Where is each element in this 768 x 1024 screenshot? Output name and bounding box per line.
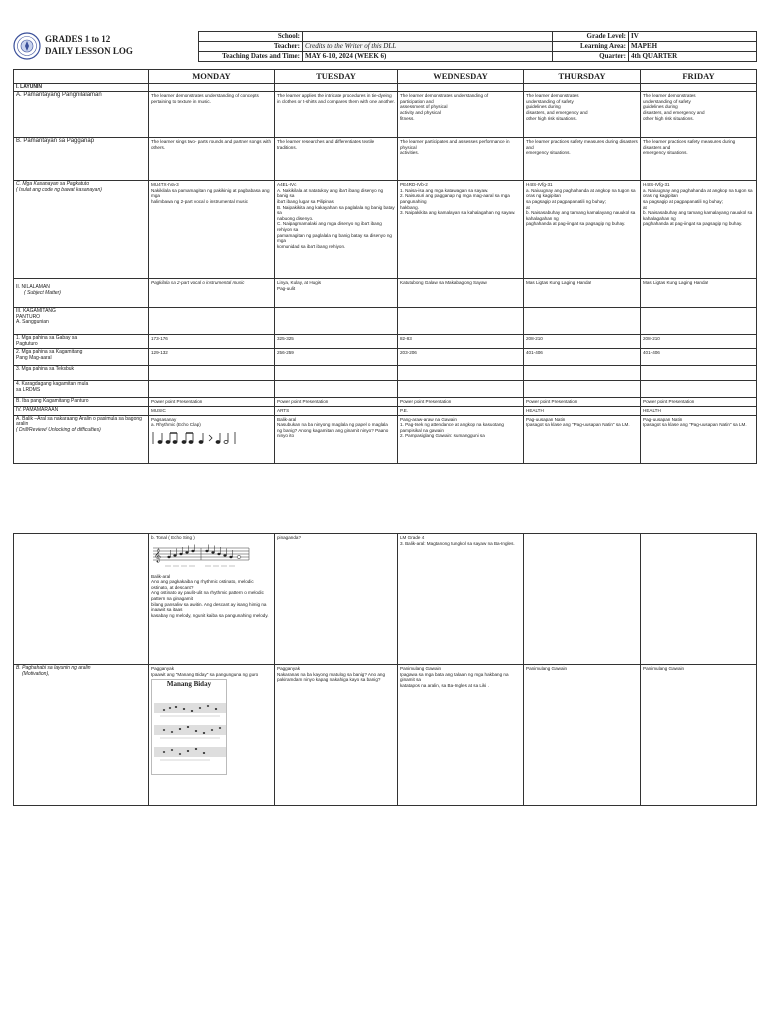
pagganap-thu: The learner practices safety measures during disasters and emergency situations. — [524, 138, 641, 181]
day-monday: MONDAY — [149, 70, 275, 84]
song-title: Manang Biday — [166, 680, 212, 689]
kasanayan-tue: A4EL-IVc A. Nakikilala at natatukoy ang iba't ibang disenyo ng banig sa iba't ibang lugar sa Pilipinas B. Naipakikita ang kakayahan sa paglalala ng banig batay sa nabuong disenyo. C. Naipagmamalaki ang mga disenyo ng iba't ibang rehiyon sa pamamagitan ng paglalala ng banig batay sa disenyo ng mga komunidad sa iba't ibang rehiyon. — [275, 181, 398, 279]
karagdagang-row — [14, 381, 757, 398]
kasanayan-wed: PE4RD-IVb-2 1. Naisa-isa ang mga katawagan sa sayaw. 2. Naisusuri ang pagganap ng mga mag-aaral sa mga pangunahing hakbang. 3. Naipakikita ang kamalayan sa kahalagahan ng sayaw. — [398, 181, 524, 279]
paghahabi-mon: Pagganyak Ipaawit ang "Manang Biday" sa pangunguna ng guro — [151, 666, 259, 677]
pamamaraan-tue: ARTS — [275, 407, 398, 416]
gabay-label: 1. Mga pahina sa Gabay sa Pagtuturo — [14, 335, 149, 349]
kasanayan-thu: H4IS-IVfg-31 a. Naiuugnay ang paghahanda at angkop na tugon sa oras ng kagipitan sa pagsagip at pagpapanatili ng buhay; at b. Naisasabuhay ang tamang kamalayang nauukol sa kahalagahan ng paghahanda at pag-iingat sa pagsagip ng buhay. — [524, 181, 641, 279]
pamamaraan-wed: P.E. — [398, 407, 524, 416]
lesson-table-continued — [13, 533, 757, 806]
tonal-label: b. Tonal ( Echo Sing ) — [151, 535, 195, 540]
pamantayang-row — [14, 92, 757, 138]
kagamitang-label: III. KAGAMITANG PANTURO — [16, 308, 56, 320]
balik-row — [14, 415, 757, 463]
kasanayan-label: C. Mga Kasanayan sa Pagkatuto — [16, 181, 90, 188]
sheet-music-icon — [154, 690, 226, 770]
karagdagang-label: 4. Karagdagang kagamitan mula sa LRDMS — [14, 381, 149, 398]
nilalaman-mon: Pagkilala sa 2-part vocal o instrumental music — [149, 279, 275, 308]
paghahabi-wed: Panimulang Gawain Ipagawa sa mga bata ang talaan ng mga hakbang na ginamit sa katatapos na aralin, sa Ba-Ingles at sa Liki . — [398, 665, 524, 806]
iba-wed: Power point Presentation — [398, 398, 524, 407]
kasanayan-row — [14, 181, 757, 279]
kagamitang-mag-label: 2. Mga pahina sa Kagamitang Pang Mag-aaral — [14, 349, 149, 366]
pamamaraan-row — [14, 407, 757, 416]
iba-thu: Power point Presentation — [524, 398, 641, 407]
paghahabi-row — [14, 665, 757, 806]
iba-tue: Power point Presentation — [275, 398, 398, 407]
kagamitang-row — [14, 308, 757, 335]
balik-continued-row — [14, 534, 757, 665]
meta-table — [198, 31, 757, 62]
kagamitang-mag-wed: 203-206 — [398, 349, 524, 366]
day-friday: FRIDAY — [641, 70, 757, 84]
kagamitang-mag-mon: 129-132 — [149, 349, 275, 366]
balik-wed: Pang-araw-araw na Gawain 1. Pag-tsek ng attendance at angkop na kasuotang pampisikal na gawain 2. Pampasiglang Gawain: sumangguni sa — [398, 415, 524, 463]
monday-review: Balik-aral Ano ang pagkakaiba ng rhythmic ostinato, melodic ostinato, at descant? Ang ostinato ay paulit-ulit na rhythmic pattern o melodic pattern na ginagamit bilang pansaliw sa awitin. Ang descant ay isang himig na inaawit sa itaas kasabay ng melody, ngunit kaiba sa pangunahing melody. — [151, 573, 269, 618]
pamantayang-fri: The learner demonstrates understanding of safety guidelines during disasters, and emergency and other high risk situations. — [641, 92, 757, 138]
pagganap-row — [14, 138, 757, 181]
nilalaman-thu: Mas Ligtas Kung Laging Handa! — [524, 279, 641, 308]
day-tuesday: TUESDAY — [275, 70, 398, 84]
pagganap-mon: The learner sings two- parts rounds and partner songs with others. — [149, 138, 275, 181]
nilalaman-wed: Katutubong Galaw sa Makabagong Sayaw — [398, 279, 524, 308]
iba-fri: Power point Presentation — [641, 398, 757, 407]
nilalaman-tue: Linya, Kulay, at Hugis Pag-uulit — [275, 279, 398, 308]
gabay-tue: 325-325 — [275, 335, 398, 349]
kagamitang-mag-row — [14, 349, 757, 366]
pamamaraan-fri: HEALTH — [641, 407, 757, 416]
song-sheet — [151, 679, 227, 775]
grade-label: Grade Level: — [553, 32, 629, 42]
lesson-log-header — [12, 31, 198, 61]
balik-mon: Pagsasanay a. Rhythmic (Echo Clap) — [151, 416, 201, 428]
pagganap-label: B. Pamantayan sa Pagganap — [14, 138, 149, 181]
iba-label: B. Iba pang Kagamitang Panturo — [14, 398, 149, 407]
area-value: MAPEH — [629, 42, 757, 52]
teksbuk-row — [14, 366, 757, 381]
gabay-fri: 208-210 — [641, 335, 757, 349]
paghahabi-fri: Panimulang Gawain — [641, 665, 757, 806]
iba-mon: Power point Presentation — [149, 398, 275, 407]
day-header-row — [14, 70, 757, 84]
sanggunian-label: A. Sanggunian — [16, 319, 49, 326]
nilalaman-label: II. NILALAMAN — [16, 284, 50, 291]
dates-label: Teaching Dates and Time: — [199, 52, 303, 62]
teksbuk-label: 3. Mga pahina sa Teksbuk — [14, 366, 149, 381]
nilalaman-fri: Mas Ligtas Kung Laging Handa! — [641, 279, 757, 308]
corner-cell — [14, 70, 149, 84]
teacher-label: Teacher: — [199, 42, 303, 52]
balik-tue: Balik-aral Nasubukan na ba ninyong maglala ng papel o maglala ng banig? Anong kagamitan ang ginamit ninyo? Paano ninyo ito — [275, 415, 398, 463]
kasanayan-sub: ( Isulat ang code ng bawat kasanayan) — [16, 186, 102, 193]
kagamitang-mag-fri: 401-406 — [641, 349, 757, 366]
title-grades: GRADES 1 to 12 — [45, 34, 111, 44]
music-staff-icon — [151, 544, 251, 570]
gabay-wed: 82-83 — [398, 335, 524, 349]
kasanayan-mon: MU4TX-IVa-3 Nakikilala sa pamamagitan ng pakikinig at pagbabasa ang mga halimbawa ng 2-part vocal o instrumental music — [149, 181, 275, 279]
kagamitang-mag-thu: 401-406 — [524, 349, 641, 366]
balik-thu: Pag-uusapan Natin Ipasagot sa klase ang "Pag-uusapan Natin" sa LM. — [524, 415, 641, 463]
pamantayang-thu: The learner demonstrates understanding of safety guidelines during disasters, and emergency and other high risk situations. — [524, 92, 641, 138]
pagganap-tue: The learner researches and differentiates textile traditions. — [275, 138, 398, 181]
paghahabi-thu: Panimulang Gawain — [524, 665, 641, 806]
quarter-value: 4th QUARTER — [629, 52, 757, 62]
gabay-mon: 173-176 — [149, 335, 275, 349]
kasanayan-fri: H4IS-IVfg-31 a. Naiuugnay ang paghahanda at angkop na tugon sa oras ng kagipitan sa pagsagip at pagpapanatili ng buhay; at b. Naisasabuhay ang tamang kamalayang nauukol sa kahalagahan ng paghahanda at pag-iingat sa pagsagip ng buhay. — [641, 181, 757, 279]
school-value — [303, 32, 553, 42]
layunin-label: I. LAYUNIN — [14, 83, 149, 92]
nilalaman-sub: ( Subject Matter) — [24, 289, 61, 296]
paghahabi-sub: (Motivation), — [22, 670, 50, 677]
day-wednesday: WEDNESDAY — [398, 70, 524, 84]
rhythm-notation-icon — [151, 431, 237, 445]
pamantayang-label: A. Pamantayang Pangnilalaman — [14, 92, 149, 138]
nilalaman-row — [14, 279, 757, 308]
svg-text:𝄞: 𝄞 — [154, 547, 162, 562]
balik-sub: ( Drill/Review/ Unlocking of difficulties) — [16, 426, 101, 433]
gabay-thu: 208-210 — [524, 335, 641, 349]
deped-seal-icon — [13, 32, 41, 60]
pamamaraan-label: IV. PAMAMARAAN — [14, 407, 149, 416]
balik-label: A. Balik –Aral sa nakaraang Aralin o pasimula sa bagong aralin — [16, 415, 142, 428]
grade-value: IV — [629, 32, 757, 42]
layunin-row — [14, 83, 757, 92]
title-daily-lesson-log: DAILY LESSON LOG — [45, 46, 133, 56]
pamamaraan-thu: HEALTH — [524, 407, 641, 416]
pagganap-wed: The learner participates and assesses performance in physical activities. — [398, 138, 524, 181]
balik-fri: Pag-uusapan Natin Ipasagot sa klase ang "Pag-uusapan Natin" sa LM. — [641, 415, 757, 463]
lesson-table — [13, 69, 757, 464]
quarter-label: Quarter: — [553, 52, 629, 62]
paghahabi-label: B. Paghahabi sa layunin ng aralin — [16, 665, 91, 671]
paghahabi-tue: Pagganyak Nakaranas na ba kayong matulog sa banig? Ano ang pakiramdam ninyo kapag nakahiga kayo sa banig? — [275, 665, 398, 806]
pamantayang-wed: The learner demonstrates understanding of participation and assessment of physical activity and physical fitness. — [398, 92, 524, 138]
tuesday-continued: pinaganda? — [275, 534, 398, 665]
pamantayang-tue: The learner applies the intricate procedures in tie-dyeing in clothes or t-shirts and compares them with one another. — [275, 92, 398, 138]
area-label: Learning Area: — [553, 42, 629, 52]
wednesday-continued: LM Grade 4 3. Balik-aral: Magtanong tungkol sa sayaw na Ba-Ingles. — [398, 534, 524, 665]
kagamitang-mag-tue: 256-259 — [275, 349, 398, 366]
dates-value: MAY 6-10, 2024 (WEEK 6) — [303, 52, 553, 62]
pagganap-fri: The learner practices safety measures during disasters and emergency situations. — [641, 138, 757, 181]
day-thursday: THURSDAY — [524, 70, 641, 84]
iba-row — [14, 398, 757, 407]
pamantayang-mon: The learner demonstrates understanding of concepts pertaining to texture in music. — [149, 92, 275, 138]
pamamaraan-mon: MUSIC — [149, 407, 275, 416]
teacher-value: Credits to the Writer of this DLL — [303, 42, 553, 52]
gabay-row — [14, 335, 757, 349]
school-label: School: — [199, 32, 303, 42]
